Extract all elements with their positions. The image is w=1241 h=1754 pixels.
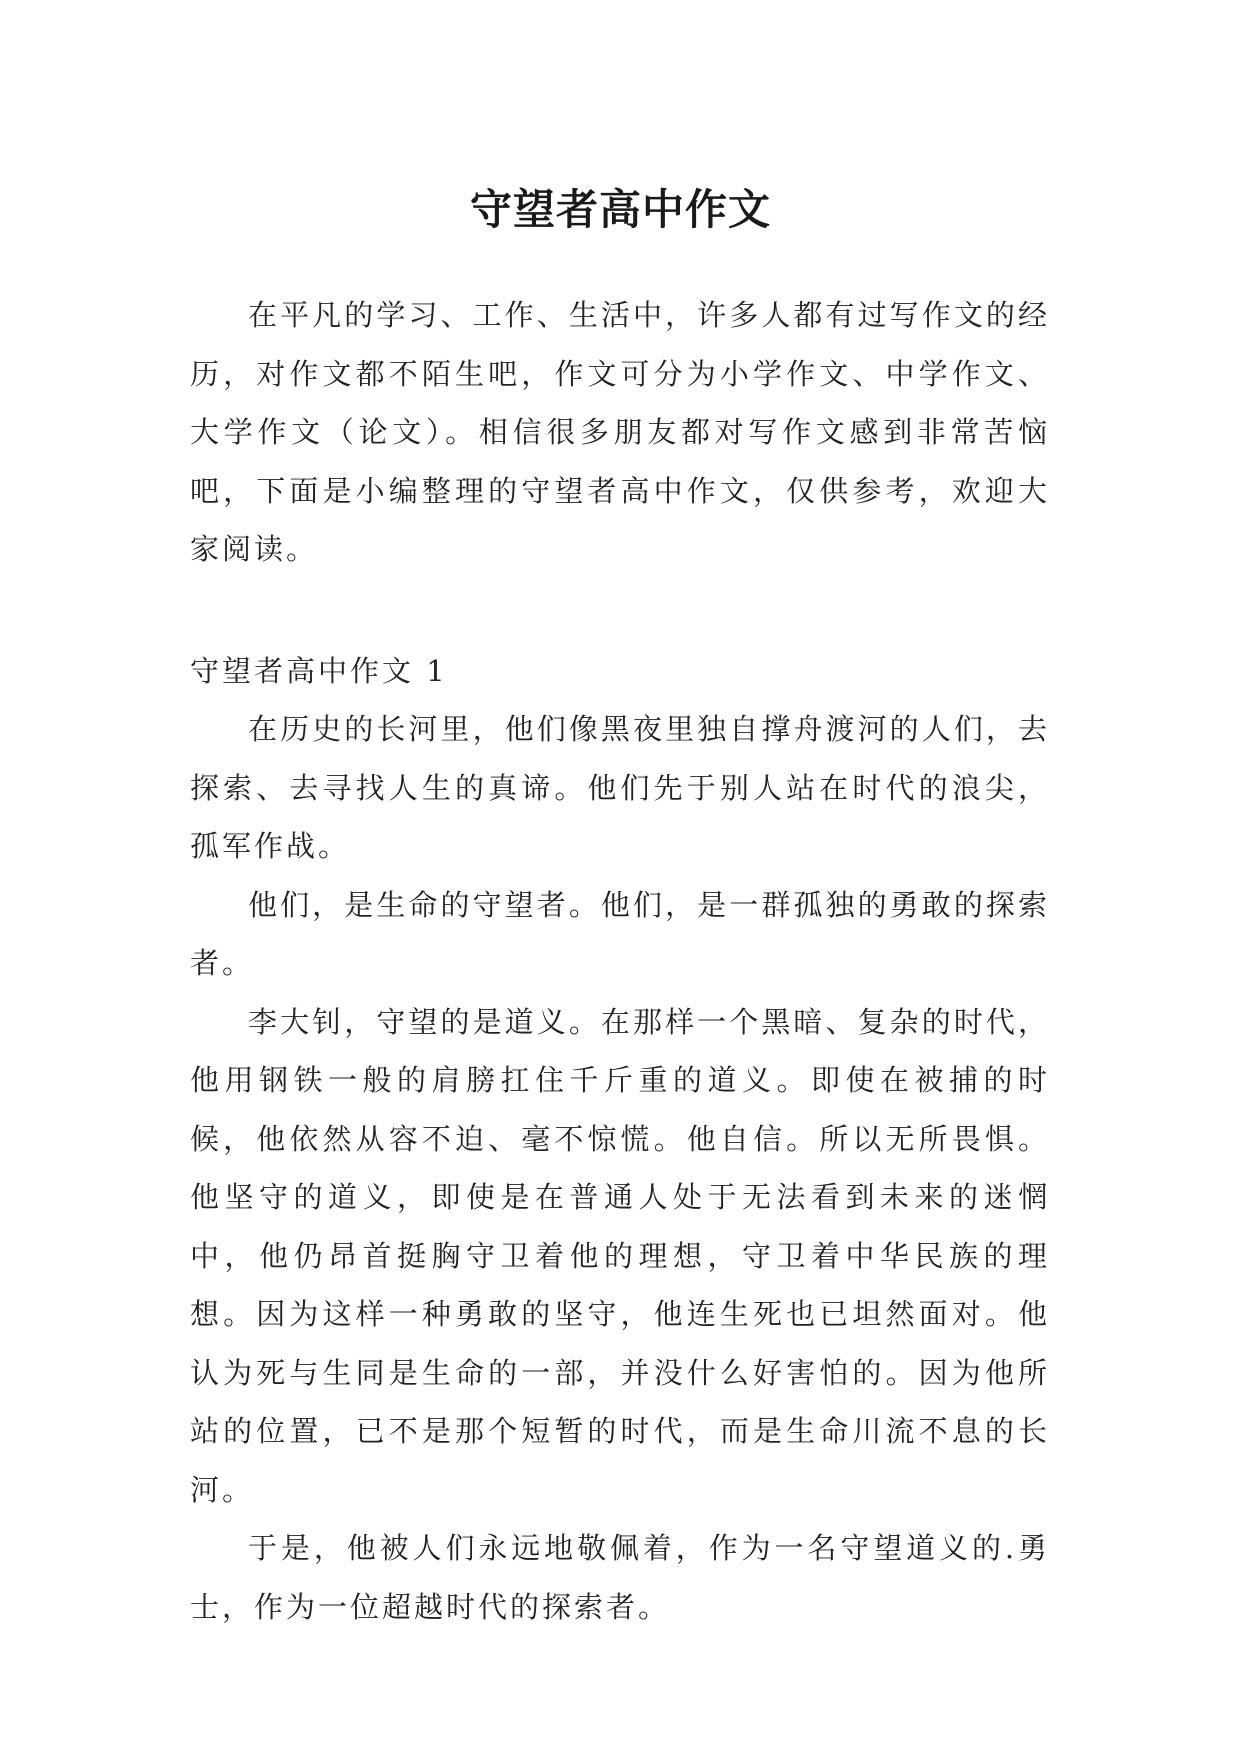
document-title: 守望者高中作文 xyxy=(469,185,771,235)
section-heading: 守望者高中作文 1 xyxy=(190,654,448,688)
essay-body xyxy=(190,700,1050,1636)
essay-paragraph-2: 他们，是生命的守望者。他们，是一群孤独的勇敢的探索者。 xyxy=(190,887,1050,980)
intro-section xyxy=(190,286,1050,579)
essay-paragraph-1: 在历史的长河里，他们像黑夜里独自撑舟渡河的人们，去探索、去寻找人生的真谛。他们先于别人站在时代的浪尖，孤军作战。 xyxy=(190,712,1050,863)
intro-paragraph: 在平凡的学习、工作、生活中，许多人都有过写作文的经历，对作文都不陌生吧，作文可分为小学作文、中学作文、大学作文（论文）。相信很多朋友都对写作文感到非常苦恼吧，下面是小编整理的守望者高中作文，仅供参考，欢迎大家阅读。 xyxy=(190,298,1050,566)
essay-paragraph-4: 于是，他被人们永远地敬佩着，作为一名守望道义的.勇士，作为一位超越时代的探索者。 xyxy=(190,1531,1050,1624)
essay-paragraph-3: 李大钊，守望的是道义。在那样一个黑暗、复杂的时代，他用钢铁一般的肩膀扛住千斤重的道义。即使在被捕的时候，他依然从容不迫、毫不惊慌。他自信。所以无所畏惧。他坚守的道义，即使是在普通人处于无法看到未来的迷惘中，他仍昂首挺胸守卫着他的理想，守卫着中华民族的理想。因为这样一种勇敢的坚守，他连生死也已坦然面对。他认为死与生同是生命的一部，并没什么好害怕的。因为他所站的位置，已不是那个短暂的时代，而是生命川流不息的长河。 xyxy=(190,1004,1050,1507)
